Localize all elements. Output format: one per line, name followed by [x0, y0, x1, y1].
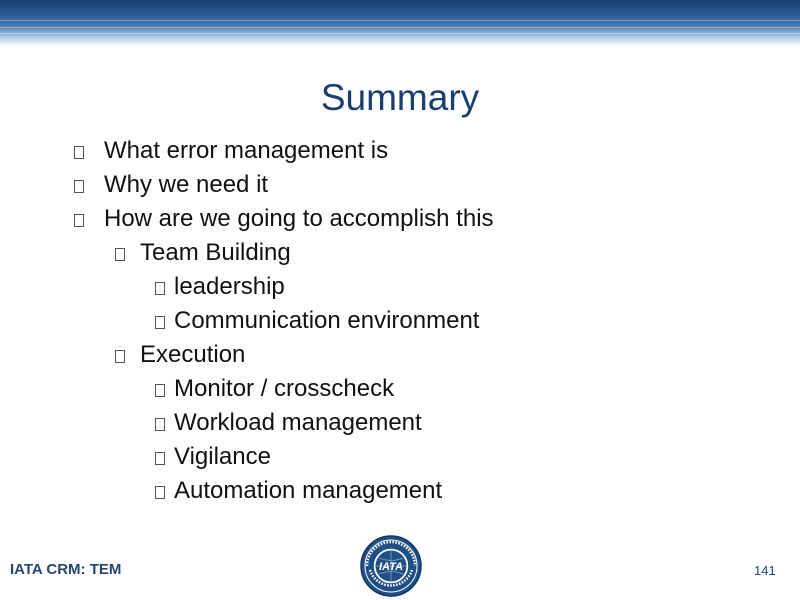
slide-title: Summary	[320, 77, 480, 118]
bullet-box-icon	[74, 180, 84, 193]
bullet-box-icon	[155, 486, 165, 499]
header-stripe	[0, 20, 800, 21]
bullet-box-icon	[155, 282, 165, 295]
sub-sub-bullet-item: Communication environment	[174, 307, 480, 334]
footer-course-label: IATA CRM: TEM	[10, 561, 122, 578]
sub-sub-bullet-item: Workload management	[174, 409, 422, 436]
bullet-item: Why we need it	[104, 171, 269, 198]
bullet-box-icon	[155, 452, 165, 465]
sub-sub-bullet-item: leadership	[174, 273, 285, 300]
sub-bullet-item: Team Building	[140, 239, 291, 266]
sub-bullet-item: Execution	[140, 341, 246, 368]
header-band	[0, 0, 800, 46]
header-stripe	[0, 33, 800, 34]
sub-sub-bullet-item: Vigilance	[174, 443, 271, 470]
header-stripe	[0, 27, 800, 28]
bullet-box-icon	[155, 384, 165, 397]
iata-training-development-institute-seal-icon	[360, 535, 422, 597]
sub-sub-bullet-item: Automation management	[174, 477, 443, 504]
bullet-box-icon	[155, 418, 165, 431]
bullet-box-icon	[155, 316, 165, 329]
bullet-box-icon	[115, 350, 125, 363]
sub-sub-bullet-item: Monitor / crosscheck	[174, 375, 395, 402]
bullet-item: How are we going to accomplish this	[104, 205, 494, 232]
bullet-box-icon	[74, 146, 84, 159]
page-number: 141	[754, 563, 776, 578]
bullet-item: What error management is	[104, 137, 389, 164]
bullet-box-icon	[115, 248, 125, 261]
svg-text:IATA: IATA	[378, 561, 404, 573]
bullet-box-icon	[74, 214, 84, 227]
